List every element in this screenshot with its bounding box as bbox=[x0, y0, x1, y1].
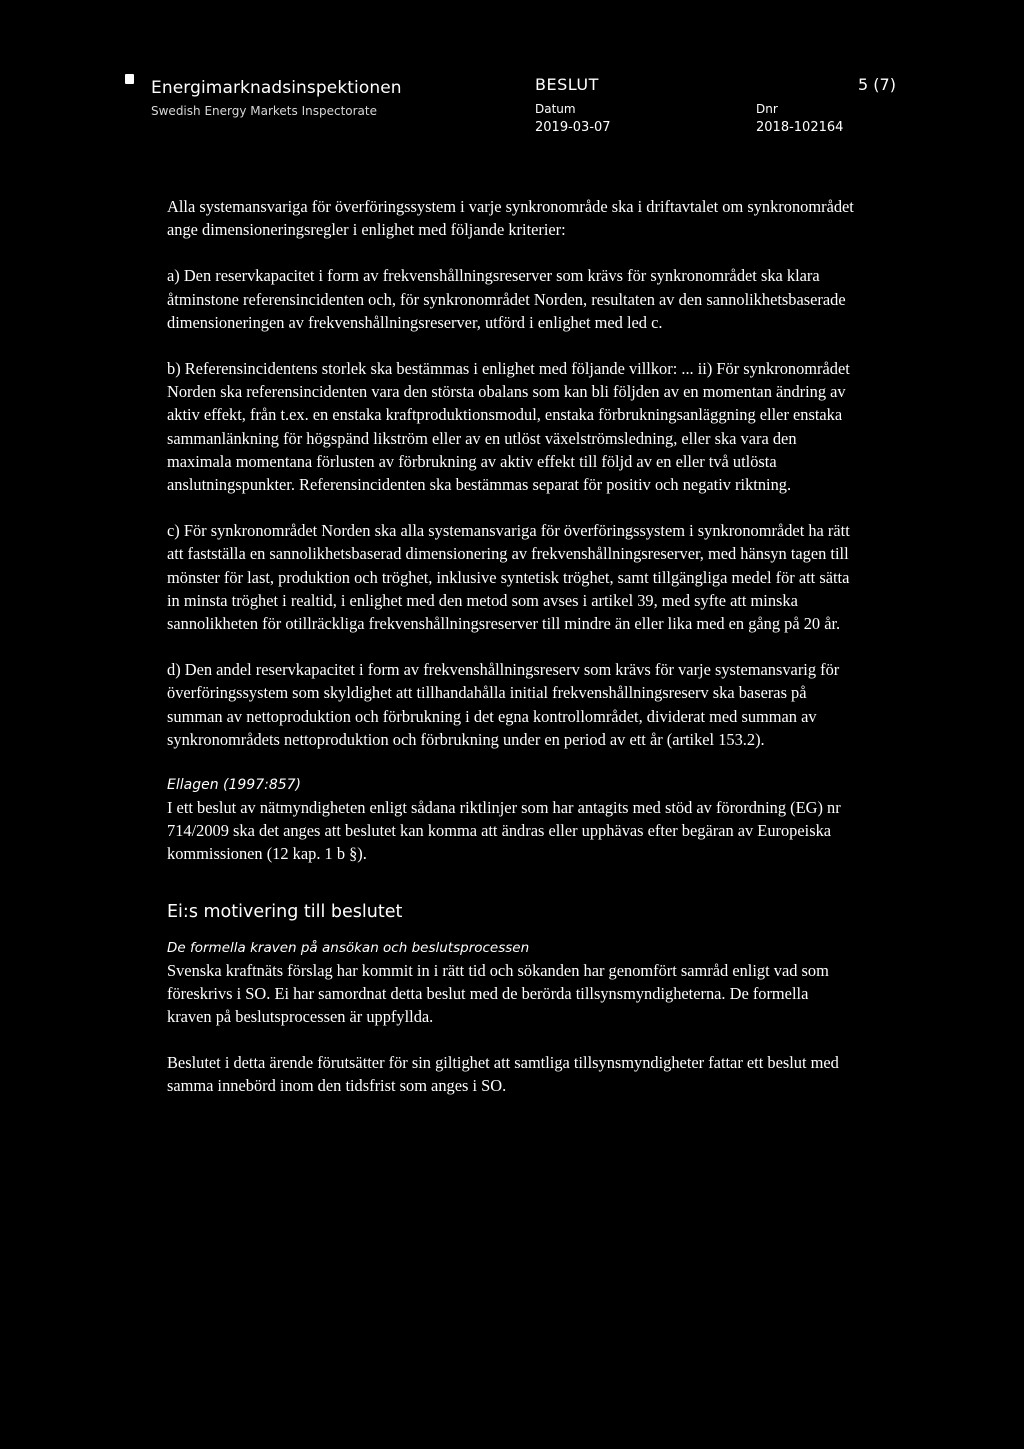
logo-mark bbox=[125, 74, 134, 84]
date-value: 2019-03-07 bbox=[535, 120, 611, 135]
document-type: BESLUT bbox=[535, 75, 599, 94]
intro-paragraph: Alla systemansvariga för överföringssystem i varje synkronområde ska i driftavtalet om synkronområdet ange dimensioneringsregler i enlighet med följande kriterier: bbox=[167, 197, 854, 240]
dnr-value: 2018-102164 bbox=[756, 120, 844, 135]
criterion-c-paragraph: c) För synkronområdet Norden ska alla systemansvariga för överföringssystem i synkronområdet ha rätt att fastställa en sannolikhetsbaserad dimensionering av frekvenshållningsreserver, med hänsyn tagen till mönster för last, produktion och tröghet, inklusive syntetisk tröghet, samt tillgängliga medel för att sätta in minsta tröghet i realtid, i enlighet med den metod som avses i artikel 39, med syfte att minska sannolikheten för otillräckliga frekvenshållningsreserver till mindre än eller lika med en gång på 20 år. bbox=[167, 521, 850, 634]
law-heading: Ellagen (1997:857) bbox=[167, 777, 302, 794]
law-paragraph: I ett beslut av nätmyndigheten enligt sådana riktlinjer som har antagits med stöd av förordning (EG) nr 714/2009 ska det anges att beslutet kan komma att ändras eller upphävas efter begäran av Europeiska kommissionen (12 kap. 1 b §). bbox=[167, 798, 841, 864]
document-body bbox=[167, 195, 857, 1121]
criterion-a-paragraph: a) Den reservkapacitet i form av frekvenshållningsreserver som krävs för synkronområdet ska klara åtminstone referensincidenten och, för synkronområdet Norden, resultaten av den sannolikhetsbaserade dimensioneringen av frekvenshållningsreserver, utförd i enlighet med led c. bbox=[167, 266, 846, 332]
subsection-heading: De formella kraven på ansökan och beslutsprocessen bbox=[167, 939, 530, 956]
organization-name: Energimarknadsinspektionen bbox=[151, 78, 402, 98]
dnr-label: Dnr bbox=[756, 102, 778, 116]
formal-requirements-paragraph: Svenska kraftnäts förslag har kommit in i rätt tid och sökanden har genomfört samråd enligt vad som föreskrivs i SO. Ei har samordnat detta beslut med de berörda tillsynsmyndigheterna. De formella kraven på beslutsprocessen är uppfyllda. bbox=[167, 960, 829, 1027]
criterion-d-paragraph: d) Den andel reservkapacitet i form av frekvenshållningsreserv som krävs för varje systemansvarig för överföringssystem som skyldighet att tillhandahålla initial frekvenshållningsreserv ska baseras på summan av nettoproduktion och förbrukning i det egna kontrollområdet, dividerat med summan av synkronområdets nettoproduktion och förbrukning under en period av ett år (artikel 153.2). bbox=[167, 660, 840, 749]
organization-subtitle: Swedish Energy Markets Inspectorate bbox=[151, 104, 377, 118]
criterion-b-paragraph: b) Referensincidentens storlek ska bestämmas i enlighet med följande villkor: ... ii) För synkronområdet Norden ska referensincidenten vara den största obalans som kan bli följden av en momentan ändring av aktiv effekt, från t.ex. en enstaka kraftproduktionsmodul, enstaka förbrukningsanläggning eller enstaka sammanlänkning för högspänd likström eller av en utlöst växelströmsledning, eller ska vara den maximala momentana förlusten av förbrukning av aktiv effekt till följd av en eller två utlösta anslutningspunkter. Referensincidenten ska bestämmas separat för positiv och negativ riktning. bbox=[167, 359, 850, 495]
page-number: 5 (7) bbox=[858, 75, 896, 94]
validity-paragraph: Beslutet i detta ärende förutsätter för sin giltighet att samtliga tillsynsmyndigheter fattar ett beslut med samma innebörd inom den tidsfrist som anges i SO. bbox=[167, 1053, 839, 1096]
section-heading: Ei:s motivering till beslutet bbox=[167, 901, 403, 922]
date-label: Datum bbox=[535, 102, 576, 116]
